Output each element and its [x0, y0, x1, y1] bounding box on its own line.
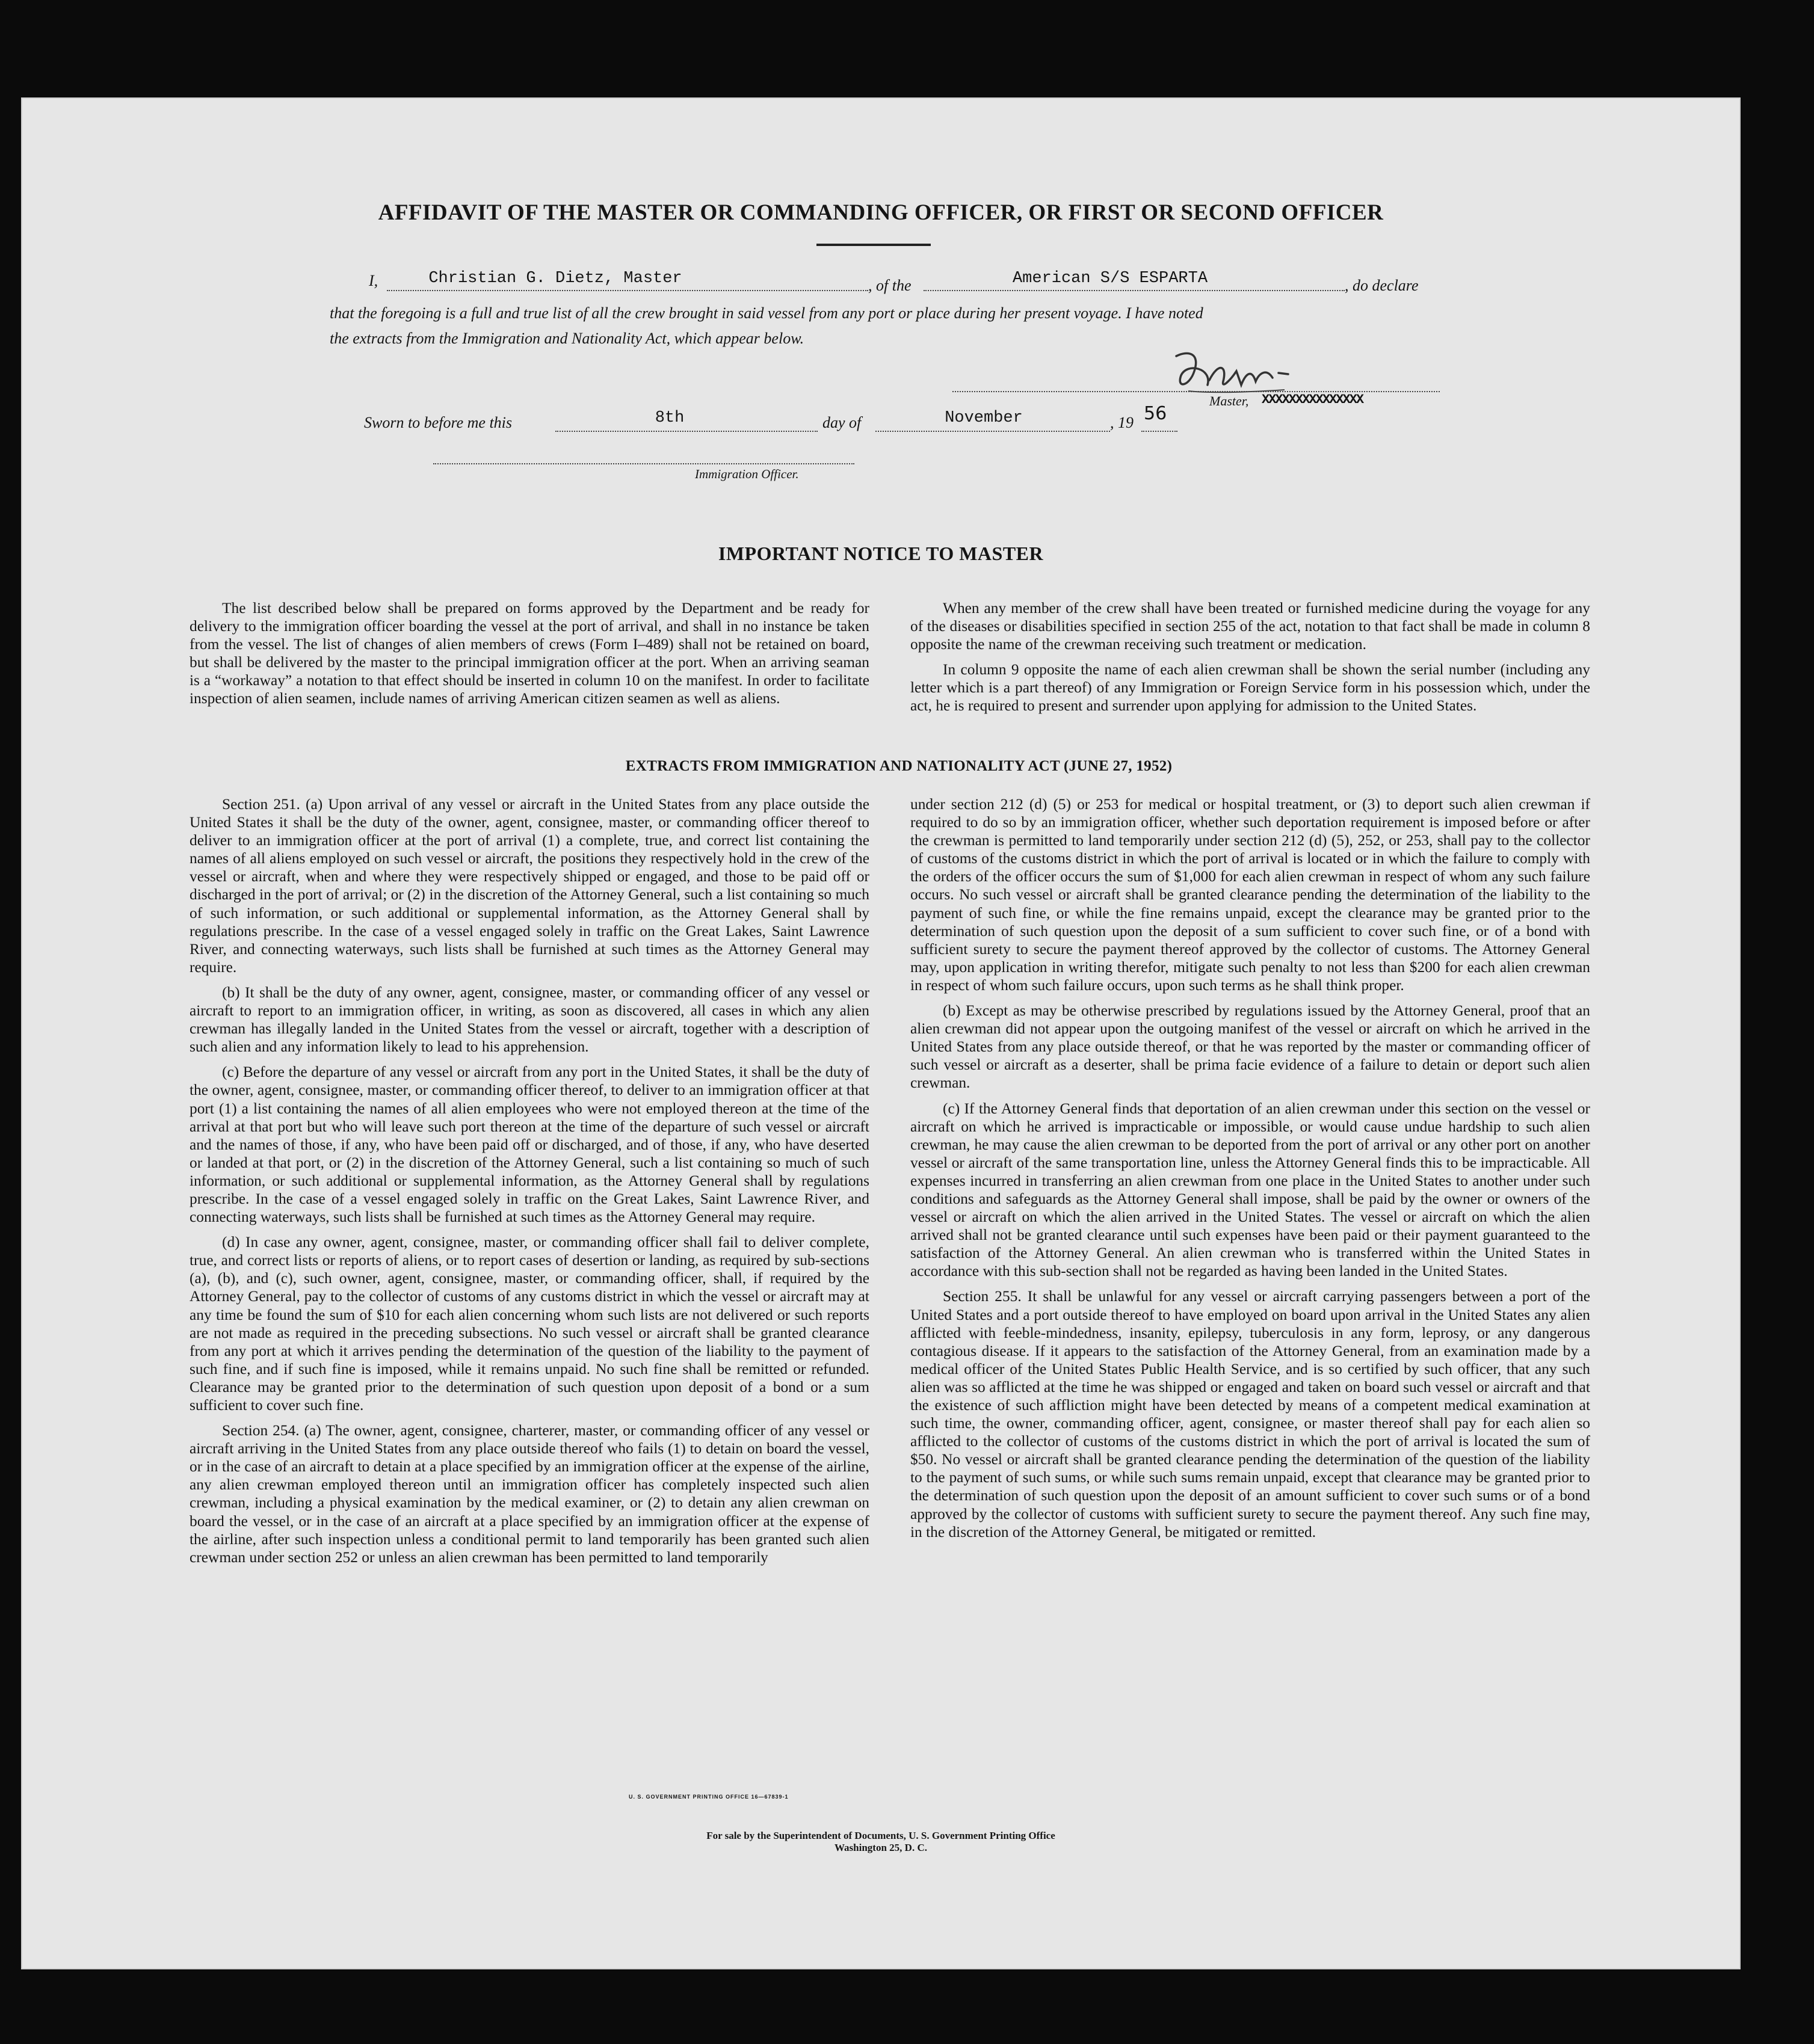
day-value: 8th [655, 409, 685, 427]
notice-title: IMPORTANT NOTICE TO MASTER [718, 543, 1044, 564]
year-prefix: , 19 [1110, 414, 1134, 431]
vessel-line [924, 289, 1345, 291]
statement-line-1: that the foregoing is a full and true list of all the crew brought in said vessel from any port or place during her present voyage. I have noted [330, 304, 1203, 322]
sworn-label: Sworn to before me this [364, 414, 513, 431]
sale-notice [21, 1830, 1741, 1854]
document-sheet [21, 97, 1741, 1969]
section-254-a: Section 254. (a) The owner, agent, consignee, charterer, master, or commanding officer of any vessel or aircraft arriving in the United States from any place outside thereof who fails (1) to detain on board the vessel, or in the case of an aircraft to detain at a place specified by an immigration officer at the expense of the airline, any alien crewman employed thereon until an immigration officer has completely inspected such alien crewman, including a physical examination by the medical examiner, or (2) to detain any alien crewman on board the vessel, or in the case of an aircraft at a place specified by an immigration officer at the expense of the airline, after such inspection unless a conditional permit to land temporarily has been granted such alien crewman under section 252 or unless an alien crewman has been permitted to land temporarily [190, 1422, 869, 1566]
struck-title-text: XXXXXXXXXXXXXXX [1262, 392, 1363, 407]
notice-right-column [910, 599, 1590, 722]
section-254-c: (c) If the Attorney General finds that deportation of an alien crewman under this section on the vessel or aircraft on which he arrived is impracticable or impossible, or would cause undue hardship to such alien crewman, he may cause the alien crewman to be deported from the port of arrival or any other port on another vessel or aircraft of the same transportation line, unless the Attorney General finds this to be impracticable. All expenses incurred in transferring an alien crewman from one place in the United States to another under such conditions and safeguards as the Attorney General shall impose, shall be paid by the owner or owners of the vessel or aircraft on which the alien arrived in the United States. The vessel or aircraft on which the alien arrived shall not be granted clearance until such expenses have been paid or their payment guaranteed to the satisfaction of the Attorney General. An alien crewman who is transferred within the United States in accordance with this sub-section shall not be regarded as having been landed in the United States. [910, 1100, 1590, 1280]
notice-left-column [190, 599, 869, 715]
section-251-c: (c) Before the departure of any vessel or aircraft from any port in the United States, it shall be the duty of the owner, agent, consignee, master, or commanding officer thereof, to deliver to an immigration officer at that port (1) a list containing the names of all alien employees who were not employed thereon at the time of the arrival at that port but who will leave such port thereon at the time of the departure of such vessel or aircraft and the names of those, if any, who have been paid off or discharged, and of those, if any, who have deserted or landed at that port, or (2) in the discretion of the Attorney General, such a list containing so much of such information, or such additional or supplemental information, as the Attorney General shall by regulations prescribe. In the case of a vessel engaged solely in traffic on the Great Lakes, Saint Lawrence River, and connecting waterways, such lists shall be furnished at such times as the Attorney General may require. [190, 1064, 869, 1226]
section-251-d: (d) In case any owner, agent, consignee, master, or commanding officer shall fail to deliver complete, true, and correct lists or reports of aliens, or to report cases of desertion or landing, as required by sub-sections (a), (b), and (c), such owner, agent, consignee, master, or commanding officer, shall, if required by the Attorney General, pay to the collector of customs of any customs district in which the vessel or aircraft may at any time be found the sum of $10 for each alien concerning whom such lists are not delivered or such reports are not made as required in the preceding subsections. No such vessel or aircraft shall be granted clearance from any port at which it arrives pending the determination of the question of the liability to the payment of such fine, and if such fine is imposed, while it remains unpaid. No such fine shall be remitted or refunded. Clearance may be granted prior to the determination of such question upon deposit of a bond or a sum sufficient to cover such fine. [190, 1234, 869, 1414]
day-of-label: day of [822, 414, 862, 431]
notice-right-paragraph-2: In column 9 opposite the name of each alien crewman shall be shown the serial number (including any letter which is a part thereof) of any Immigration or Foreign Service form in his possession which, under the act, he is required to present and surrender upon applying for admission to the United States. [910, 661, 1590, 715]
month-value: November [945, 409, 1023, 427]
name-line [387, 289, 868, 291]
affidavit-title: AFFIDAVIT OF THE MASTER OR COMMANDING OFFICER, OR FIRST OR SECOND OFFICER [378, 200, 1384, 225]
do-declare-label: , do declare [1345, 277, 1419, 294]
master-label: Master, [1209, 393, 1249, 408]
day-line [555, 429, 818, 432]
extracts-left-column [190, 795, 869, 1574]
title-rule [816, 244, 931, 246]
section-251-b: (b) It shall be the duty of any owner, agent, consignee, master, or commanding officer of any vessel or aircraft to report to an immigration officer, in writing, as soon as discovered, all cases in which any alien crewman has illegally landed in the United States from the vessel or aircraft, together with a description of such alien and any information likely to lead to his apprehension. [190, 984, 869, 1056]
section-255: Section 255. It shall be unlawful for any vessel or aircraft carrying passengers between a port of the United States and a port outside thereof to have employed on board upon arrival in the United States any alien afflicted with feeble-mindedness, insanity, epilepsy, tuberculosis in any form, leprosy, or any dangerous contagious disease. If it appears to the satisfaction of the Attorney General, from an examination made by a medical officer of the United States Public Health Service, and is so certified by such officer, that any such alien was so afflicted at the time he was shipped or engaged and taken on board such vessel or aircraft and that the existence of such affliction might have been detected by means of a competent medical examination at such time, the owner, commanding officer, agent, consignee, or master thereof shall pay for each alien so afflicted to the collector of customs of the customs district in which the port of arrival is located the sum of $50. No vessel or aircraft shall be granted clearance pending the determination of the question of the liability to the payment of such sums, or while such sums remain unpaid, except that clearance may be granted prior to the determination of such question upon the deposit of an amount sufficient to cover such sums or of a bond approved by the collector of customs with sufficient surety to secure the payment thereof. Any such fine may, in the discretion of the Attorney General, be mitigated or remitted. [910, 1288, 1590, 1541]
vessel-value: American S/S ESPARTA [1012, 269, 1208, 288]
section-254-b: (b) Except as may be otherwise prescribed by regulations issued by the Attorney General, proof that an alien crewman did not appear upon the outgoing manifest of the vessel or aircraft on which he arrived in the United States from any place outside thereof, or that he was reported by the master or commanding officer of such vessel or aircraft as a deserter, shall be prima facie evidence of a failure to detain or deport such alien crewman. [910, 1002, 1590, 1092]
notice-left-paragraph: The list described below shall be prepared on forms approved by the Department and be ready for delivery to the immigration officer boarding the vessel at the port of arrival, and shall in no instance be taken from the vessel. The list of changes of alien members of crews (Form I–489) shall not be retained on board, but shall be delivered by the master to the principal immigration officer at the port. When an arriving seaman is a “workaway” a notation to that effect should be inserted in column 10 on the manifest. In order to facilitate inspection of alien seamen, include names of arriving American citizen seamen as well as aliens. [190, 600, 869, 707]
year-value: 56 [1144, 403, 1167, 424]
sale-notice-line-2: Washington 25, D. C. [835, 1842, 927, 1853]
sale-notice-line-1: For sale by the Superintendent of Documents, U. S. Government Printing Office [706, 1830, 1055, 1841]
master-name-value: Christian G. Dietz, Master [428, 269, 682, 288]
section-254-a-continued: under section 212 (d) (5) or 253 for medical or hospital treatment, or (3) to deport such alien crewman if required to do so by an immigration officer, whether such deportation requirement is imposed before or after the crewman is permitted to land temporarily under section 212 (d) (5), 252, or 253, shall pay to the collector of customs of the customs district in which the port of arrival is located or in which the failure to comply with the orders of the officer occurs the sum of $1,000 for each alien crewman in respect of whom any such failure occurs. No such vessel or aircraft shall be granted clearance pending the determination of the liability to the payment of such fine, or while the fine remains unpaid, except the clearance may be granted prior to the determination of such question upon the deposit of a sum sufficient to cover such fine, or of a bond with sufficient surety to secure the payment thereof approved by the collector of customs. The Attorney General may, upon application in writing therefor, mitigate such penalty to not less than $200 for each alien crewman in respect of whom such failure occurs, upon such terms as he shall think proper. [910, 796, 1590, 994]
signature-line [952, 390, 1440, 392]
i-label: I, [369, 272, 378, 289]
gpo-imprint: U. S. GOVERNMENT PRINTING OFFICE 16—67839-1 [629, 1794, 789, 1800]
extracts-right-column [910, 795, 1590, 1548]
section-251-a: Section 251. (a) Upon arrival of any vessel or aircraft in the United States from any place outside the United States it shall be the duty of the owner, agent, consignee, master, or commanding officer thereof to deliver to an immigration officer at the port of arrival (1) a complete, true, and correct list containing the names of all aliens employed on such vessel or aircraft, the positions they respectively hold in the crew of the vessel or aircraft, when and where they were respectively shipped or engaged, and those to be paid off or discharged in the port of arrival; or (2) in the discretion of the Attorney General, such a list containing so much of such information, or such additional or supplemental information, as the Attorney General shall by regulations prescribe. In the case of a vessel engaged solely in traffic on the Great Lakes, Saint Lawrence River, and connecting waterways, such lists shall be furnished at such times as the Attorney General may require. [190, 796, 869, 976]
of-the-label: , of the [868, 277, 912, 294]
statement-line-2: the extracts from the Immigration and Nationality Act, which appear below. [330, 330, 804, 347]
immigration-officer-line [433, 462, 854, 464]
immigration-officer-label: Immigration Officer. [695, 467, 799, 481]
year-line [1141, 429, 1177, 432]
extracts-title: EXTRACTS FROM IMMIGRATION AND NATIONALITY ACT (JUNE 27, 1952) [625, 758, 1173, 774]
notice-right-paragraph-1: When any member of the crew shall have been treated or furnished medicine during the voyage for any of the diseases or disabilities specified in section 255 of the act, notation to that fact shall be made in column 8 opposite the name of the crewman receiving such treatment or medication. [910, 600, 1590, 653]
month-line [875, 429, 1110, 432]
